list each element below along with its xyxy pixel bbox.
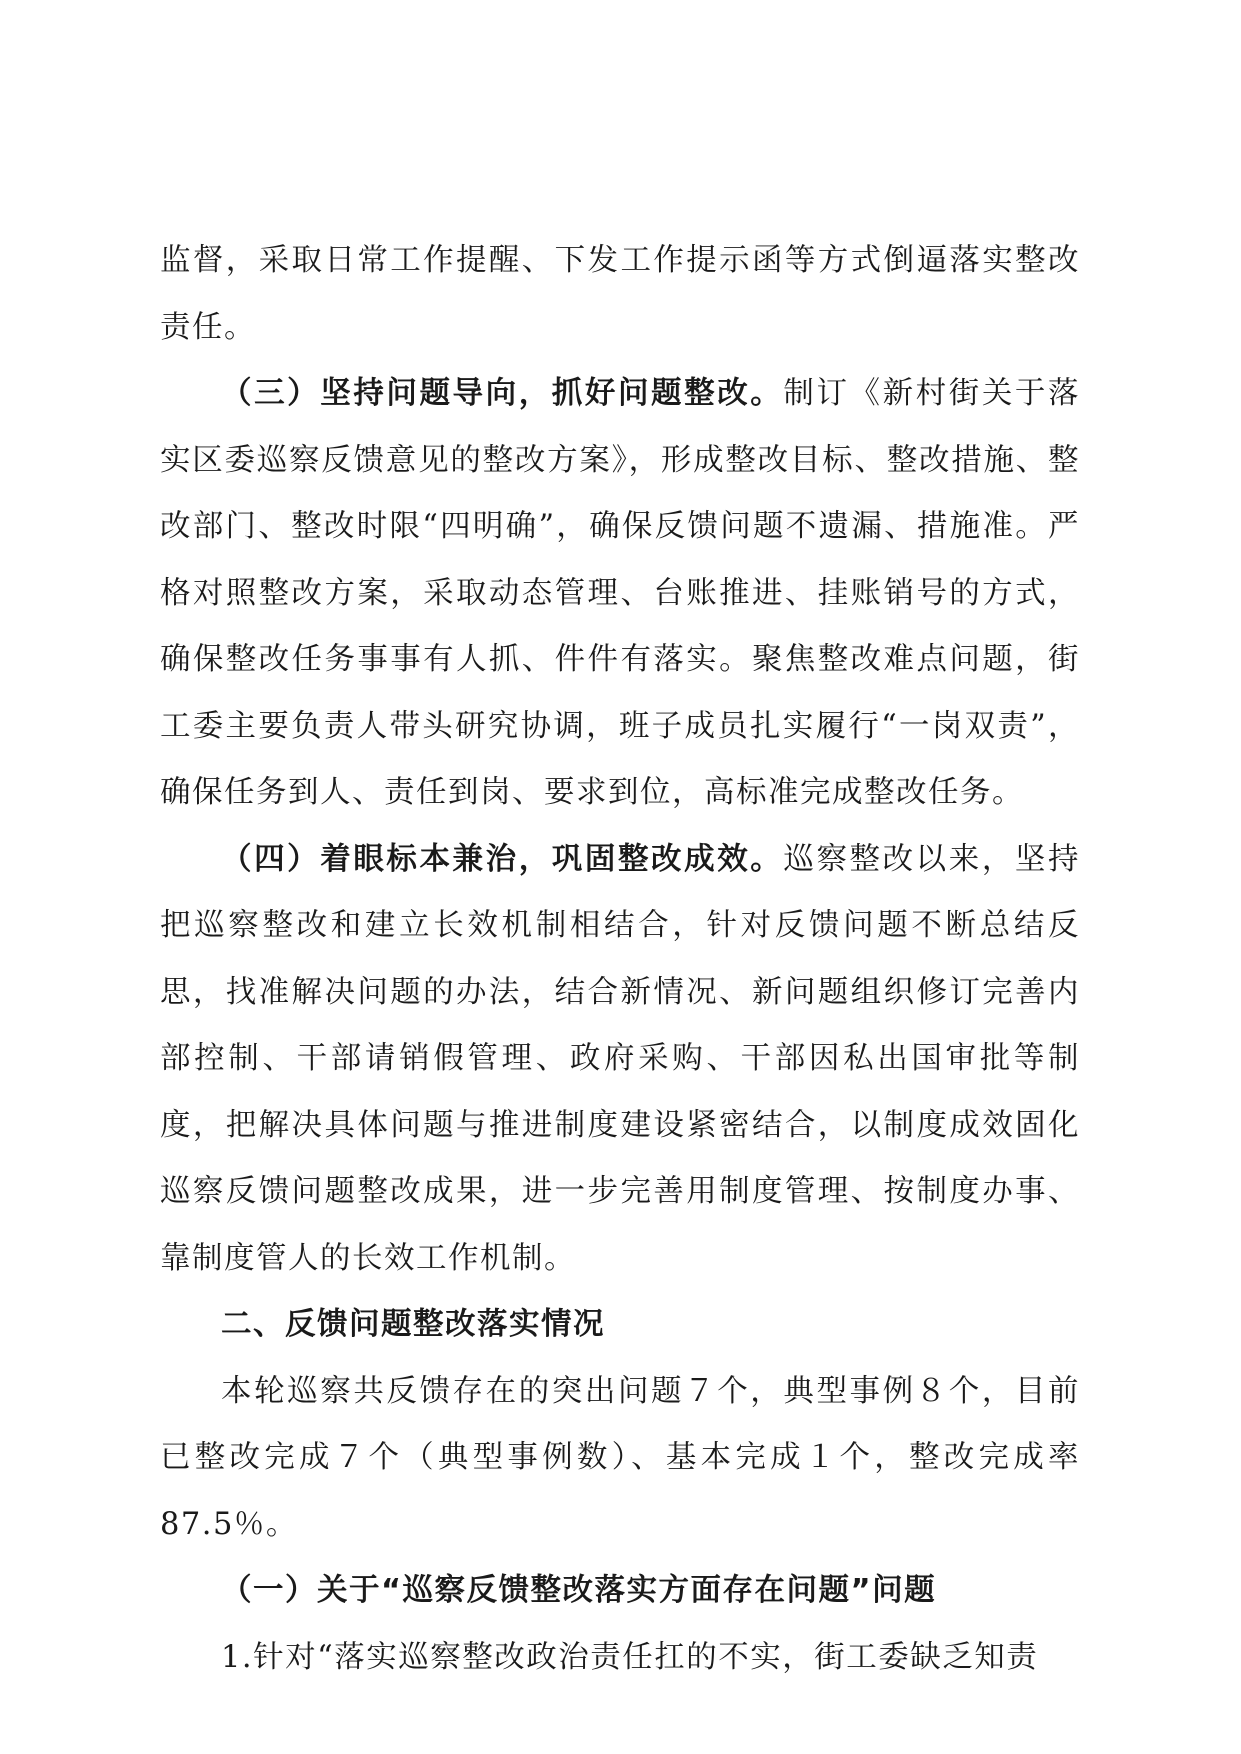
paragraph-summary: 本轮巡察共反馈存在的突出问题７个，典型事例８个，目前已整改完成７个（典型事例数）、基本完成１个，整改完成率 87.5％。	[160, 1373, 1080, 1542]
paragraph-section-four	[160, 827, 1080, 1293]
section-three-text: 制订《新村街关于落实区委巡察反馈意见的整改方案》，形成整改目标、整改措施、整改部门、整改时限“四明确”，确保反馈问题不遗漏、措施准。严格对照整改方案，采取动态管理、台账推进、挂账销号的方式，确保整改任务事事有人抓、件件有落实。聚焦整改难点问题，街工委主要负责人带头研究协调，班子成员扎实履行“一岗双责”，确保任务到人、责任到岗、要求到位，高标准完成整改任务。	[160, 376, 1080, 810]
section-four-heading: （四）着眼标本兼治，巩固整改成效。	[221, 841, 784, 877]
section-three-heading: （三）坚持问题导向，抓好问题整改。	[221, 376, 784, 411]
paragraph-section-three	[160, 361, 1080, 827]
paragraph-item-one: 1.针对“落实巡察整改政治责任扛的不实，街工委缺乏知责	[221, 1639, 1039, 1675]
document-body	[160, 228, 1080, 1691]
paragraph-continued: 监督，采取日常工作提醒、下发工作提示函等方式倒逼落实整改责任。	[160, 243, 1080, 345]
section-four-text: 巡察整改以来，坚持把巡察整改和建立长效机制相结合，针对反馈问题不断总结反思，找准解决问题的办法，结合新情况、新问题组织修订完善内部控制、干部请销假管理、政府采购、干部因私出国审批等制度，把解决具体问题与推进制度建设紧密结合，以制度成效固化巡察反馈问题整改成果，进一步完善用制度管理、按制度办事、靠制度管人的长效工作机制。	[160, 841, 1080, 1276]
chapter-two-heading: 二、反馈问题整改落实情况	[221, 1307, 605, 1342]
subsection-one-heading: （一）关于“巡察反馈整改落实方面存在问题”问题	[221, 1573, 937, 1608]
